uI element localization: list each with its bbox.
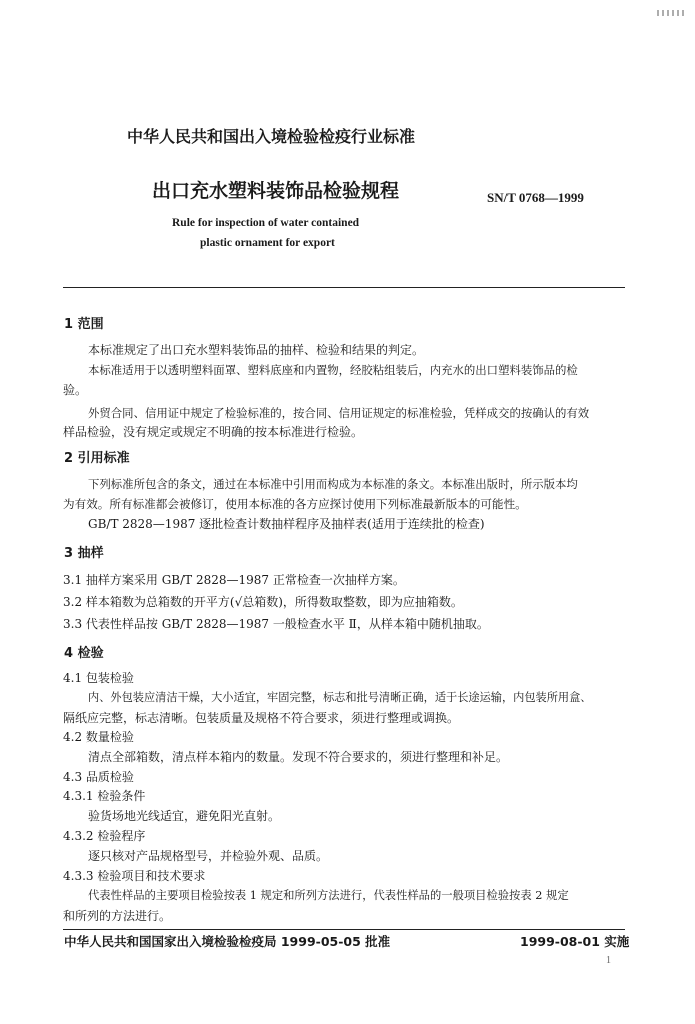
agency-title: 中华人民共和国出入境检验检疫行业标准	[127, 127, 416, 146]
page-number: 1	[606, 955, 611, 966]
issue-approval-line: 中华人民共和国国家出入境检验检疫局 1999-05-05 批准	[64, 934, 391, 949]
document-title-en-line1: Rule for inspection of water contained	[172, 217, 360, 229]
clause-4-3-3-text: 和所列的方法进行。	[63, 909, 172, 923]
section-1-paragraph: 外贸合同、信用证中规定了检验标准的，按合同、信用证规定的标准检验，凭样成交的按确认的有效	[88, 406, 590, 420]
clause-3-1: 3.1 抽样方案采用 GB/T 2828—1987 正常检查一次抽样方案。	[63, 573, 405, 587]
scan-edge-marks	[657, 10, 687, 16]
footer-divider	[63, 929, 625, 930]
section-2-paragraph: 下列标准所包含的条文，通过在本标准中引用而构成为本标准的条文。本标准出版时，所示版本均	[88, 477, 578, 491]
section-1-paragraph: 本标准规定了出口充水塑料装饰品的抽样、检验和结果的判定。	[88, 343, 425, 357]
clause-4-3-3-text: 代表性样品的主要项目检验按表 1 规定和所列方法进行，代表性样品的一般项目检验按表 2 规定	[88, 889, 569, 902]
clause-4-3-2-heading: 4.3.2 检验程序	[63, 829, 146, 843]
section-1-paragraph: 本标准适用于以透明塑料面罩、塑料底座和内置物，经胶粘组装后，内充水的出口塑料装饰品的检	[88, 363, 578, 377]
clause-4-3-1-heading: 4.3.1 检验条件	[63, 789, 146, 803]
clause-3-3: 3.3 代表性样品按 GB/T 2828—1987 一般检查水平 Ⅱ，从样本箱中随机抽取。	[63, 617, 489, 631]
section-3-heading: 3 抽样	[64, 546, 104, 561]
clause-4-1-text: 隔纸应完整，标志清晰。包装质量及规格不符合要求，须进行整理或调换。	[63, 711, 460, 725]
clause-4-3-1-text: 验货场地光线适宜，避免阳光直射。	[88, 809, 281, 823]
document-title-en-line2: plastic ornament for export	[200, 237, 335, 249]
effective-date: 1999-08-01 实施	[520, 934, 630, 949]
standard-code: SN/T 0768—1999	[487, 190, 584, 205]
clause-4-3-3-heading: 4.3.3 检验项目和技术要求	[63, 869, 206, 883]
clause-4-3-heading: 4.3 品质检验	[63, 770, 134, 784]
document-title-cn: 出口充水塑料装饰品检验规程	[152, 180, 400, 202]
section-1-heading: 1 范围	[64, 317, 104, 332]
clause-4-2-text: 清点全部箱数，清点样本箱内的数量。发现不符合要求的，须进行整理和补足。	[88, 750, 509, 764]
section-4-heading: 4 检验	[64, 646, 104, 661]
clause-4-3-2-text: 逐只核对产品规格型号，并检验外观、品质。	[88, 849, 329, 863]
referenced-standard: GB/T 2828—1987 逐批检查计数抽样程序及抽样表(适用于连续批的检查)	[88, 517, 485, 531]
clause-4-1-text: 内、外包装应清洁干燥，大小适宜，牢固完整，标志和批号清晰正确，适于长途运输，内包装所用盒、	[88, 691, 592, 704]
header-divider	[63, 287, 625, 288]
section-2-paragraph: 为有效。所有标准都会被修订，使用本标准的各方应探讨使用下列标准最新版本的可能性。	[63, 497, 527, 511]
clause-4-1-heading: 4.1 包装检验	[63, 671, 134, 685]
section-2-heading: 2 引用标准	[64, 451, 130, 466]
clause-4-2-heading: 4.2 数量检验	[63, 730, 134, 744]
section-1-paragraph: 样品检验，没有规定或规定不明确的按本标准进行检验。	[63, 425, 364, 439]
clause-3-2: 3.2 样本箱数为总箱数的开平方(√总箱数)，所得数取整数，即为应抽箱数。	[63, 595, 463, 609]
section-1-paragraph: 验。	[63, 383, 88, 397]
